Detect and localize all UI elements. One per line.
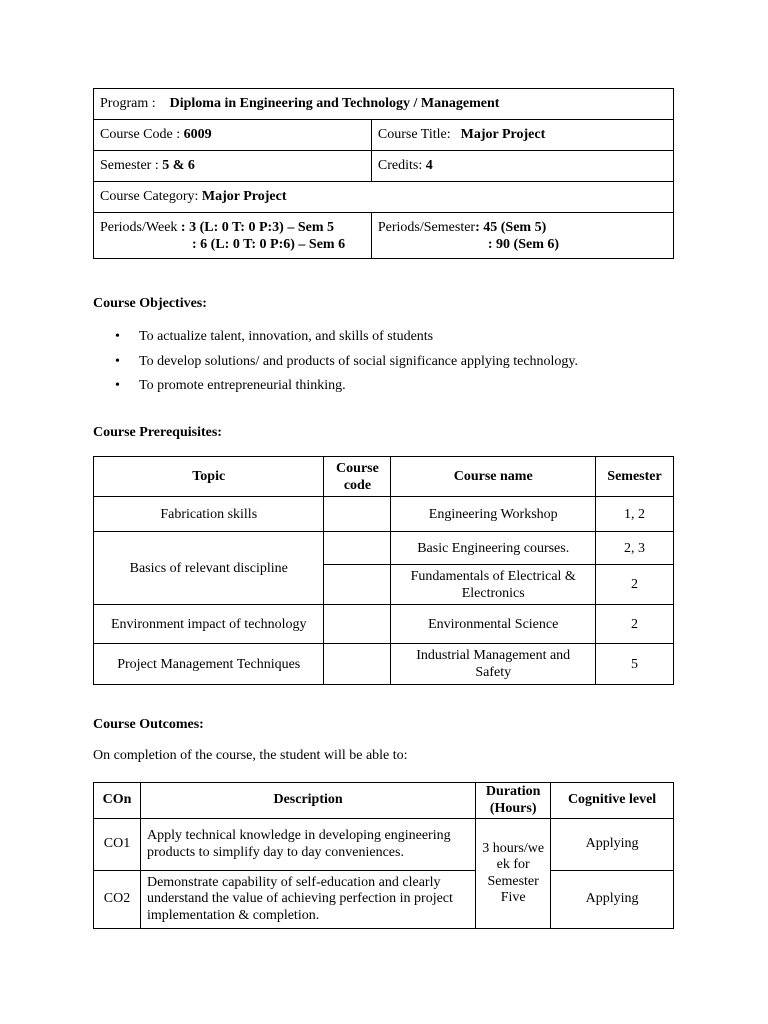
cognitive-level-cell: Applying xyxy=(551,819,674,871)
course-name-cell: Fundamentals of Electrical & Electronics xyxy=(391,565,596,605)
credits-label: Credits: xyxy=(377,158,426,173)
table-row xyxy=(94,871,674,929)
course-code-cell xyxy=(324,497,391,532)
course-title-label: Course Title: xyxy=(377,127,451,142)
periods-week-sem6: : 6 (L: 0 T: 0 P:6) – Sem 6 xyxy=(192,236,346,252)
cognitive-level-cell: Applying xyxy=(551,871,674,929)
objective-item: • To promote entrepreneurial thinking. xyxy=(93,375,693,400)
periods-semester-label: Periods/Semester xyxy=(377,219,476,235)
topic-cell: Project Management Techniques xyxy=(94,644,324,685)
header-description: Description xyxy=(140,783,475,819)
semester-cell: 2 xyxy=(596,565,674,605)
program-info-table xyxy=(93,88,674,259)
course-category-label: Course Category: xyxy=(100,189,202,204)
credits-value: 4 xyxy=(425,158,433,173)
program-label: Program : xyxy=(100,96,156,111)
description-cell: Demonstrate capability of self-education and clearly understand the value of achieving perfection in project implementation & completion. xyxy=(140,871,475,929)
semester-cell: 5 xyxy=(596,644,674,685)
objective-item: • To actualize talent, innovation, and skills of students xyxy=(93,326,693,351)
course-category-cell xyxy=(94,182,674,213)
header-duration: Duration (Hours) xyxy=(476,783,551,819)
course-code-cell xyxy=(324,644,391,685)
table-row xyxy=(94,497,674,532)
course-title-value: Major Project xyxy=(460,127,546,142)
course-name-cell: Environmental Science xyxy=(391,605,596,644)
course-code-cell xyxy=(94,120,372,151)
periods-week-label: Periods/Week xyxy=(100,219,178,235)
credits-cell xyxy=(371,151,673,182)
prerequisites-heading: Course Prerequisites: xyxy=(93,425,222,440)
course-code-label: Course Code : xyxy=(100,127,184,142)
co-cell: CO2 xyxy=(94,871,141,929)
description-cell: Apply technical knowledge in developing engineering products to simplify day to day conveniences. xyxy=(140,819,475,871)
semester-cell: 1, 2 xyxy=(596,497,674,532)
header-course-name: Course name xyxy=(391,457,596,497)
table-row xyxy=(94,819,674,871)
objectives-heading: Course Objectives: xyxy=(93,296,207,311)
header-topic: Topic xyxy=(94,457,324,497)
header-semester: Semester xyxy=(596,457,674,497)
table-row xyxy=(94,532,674,565)
course-code-value: 6009 xyxy=(183,127,212,142)
course-code-cell xyxy=(324,532,391,565)
objectives-list xyxy=(93,326,693,400)
outcomes-table xyxy=(93,782,674,929)
periods-semester-sem5: : 45 (Sem 5) xyxy=(475,219,547,235)
header-course-code: Course code xyxy=(324,457,391,497)
topic-cell: Fabrication skills xyxy=(94,497,324,532)
course-name-cell: Basic Engineering courses. xyxy=(391,532,596,565)
periods-week-sem5: : 3 (L: 0 T: 0 P:3) – Sem 5 xyxy=(177,219,334,235)
semester-cell: 2 xyxy=(596,605,674,644)
course-category-value: Major Project xyxy=(201,189,287,204)
periods-semester-cell xyxy=(371,213,673,259)
semester-cell: 2, 3 xyxy=(596,532,674,565)
program-value: Diploma in Engineering and Technology / Management xyxy=(169,96,500,111)
header-con: COn xyxy=(94,783,141,819)
course-code-cell xyxy=(324,605,391,644)
course-name-cell: Industrial Management and Safety xyxy=(391,644,596,685)
course-name-cell: Engineering Workshop xyxy=(391,497,596,532)
semester-label: Semester : xyxy=(100,158,163,173)
outcomes-heading: Course Outcomes: xyxy=(93,717,204,732)
outcomes-intro: On completion of the course, the student will be able to: xyxy=(93,748,408,763)
semester-value: 5 & 6 xyxy=(162,158,195,173)
periods-semester-sem6: : 90 (Sem 6) xyxy=(487,236,560,252)
table-row xyxy=(94,605,674,644)
topic-cell: Environment impact of technology xyxy=(94,605,324,644)
co-cell: CO1 xyxy=(94,819,141,871)
program-cell xyxy=(94,89,674,120)
duration-cell: 3 hours/we ek for Semester Five xyxy=(476,819,551,929)
semester-cell xyxy=(94,151,372,182)
prerequisites-table xyxy=(93,456,674,685)
objective-item: • To develop solutions/ and products of social significance applying technology. xyxy=(93,351,693,376)
course-title-cell xyxy=(371,120,673,151)
table-row xyxy=(94,644,674,685)
topic-cell: Basics of relevant discipline xyxy=(94,532,324,605)
periods-week-cell xyxy=(94,213,372,259)
course-code-cell xyxy=(324,565,391,605)
header-cognitive-level: Cognitive level xyxy=(551,783,674,819)
